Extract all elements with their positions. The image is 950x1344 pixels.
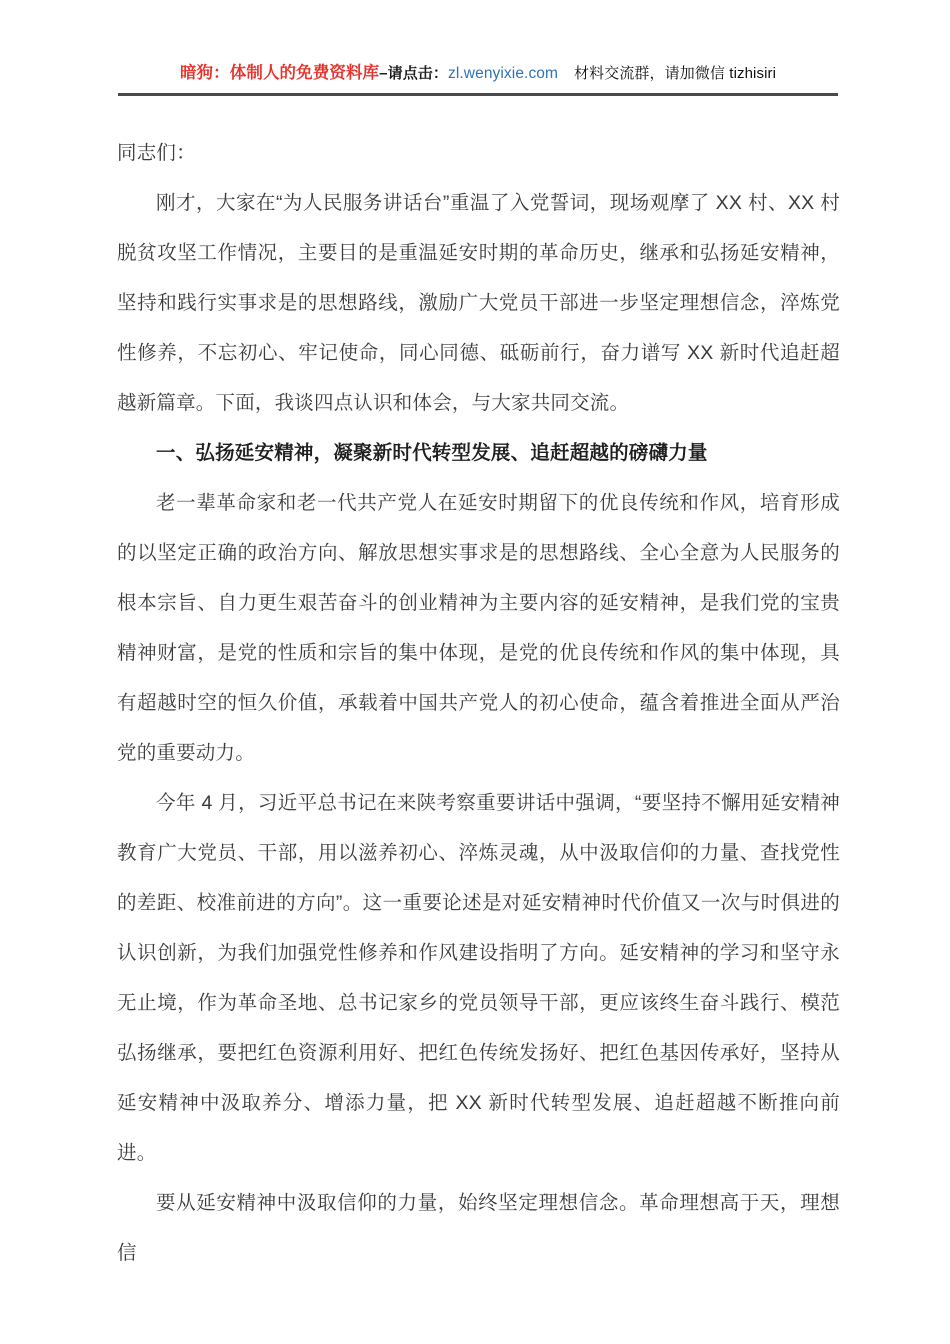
paragraph-faith-strength: 要从延安精神中汲取信仰的力量，始终坚定理想信念。革命理想高于天，理想信 bbox=[117, 1192, 840, 1264]
promo-banner-line bbox=[118, 62, 838, 85]
paragraph-yanan-spirit: 老一辈革命家和老一代共产党人在延安时期留下的优良传统和作风，培育形成的以坚定正确的政治方向、解放思想实事求是的思想路线、全心全意为人民服务的根本宗旨、自力更生艰苦奋斗的创业精神为主要内容的延安精神，是我们党的宝贵精神财富，是党的性质和宗旨的集中体现，是党的优良传统和作风的集中体现，具有超越时空的恒久价值，承载着中国共产党人的初心使命，蕴含着推进全面从严治党的重要动力。 bbox=[117, 492, 840, 764]
promo-banner bbox=[118, 62, 838, 85]
section-heading-1: 一、弘扬延安精神，凝聚新时代转型发展、追赶超越的磅礴力量 bbox=[156, 442, 708, 464]
header-divider bbox=[118, 93, 838, 96]
promo-click-label: –请点击： bbox=[379, 65, 448, 82]
document-body bbox=[117, 128, 840, 1278]
promo-site-name: 暗狗：体制人的免费资料库 bbox=[179, 64, 380, 82]
promo-wechat-note: 材料交流群，请加微信 tizhisiri bbox=[574, 65, 777, 82]
paragraph-april-speech: 今年 4 月，习近平总书记在来陕考察重要讲话中强调，“要坚持不懈用延安精神教育广大党员、干部，用以滋养初心、淬炼灵魂，从中汲取信仰的力量、查找党性的差距、校准前进的方向”。这一重要论述是对延安精神时代价值又一次与时俱进的认识创新，为我们加强党性修养和作风建设指明了方向。延安精神的学习和坚守永无止境，作为革命圣地、总书记家乡的党员领导干部，更应该终生奋斗践行、模范弘扬继承，要把红色资源利用好、把红色传统发扬好、把红色基因传承好，坚持从延安精神中汲取养分、增添力量，把 XX 新时代转型发展、追赶超越不断推向前进。 bbox=[117, 792, 840, 1164]
promo-site-link[interactable]: zl.wenyixie.com bbox=[448, 65, 559, 82]
salutation: 同志们： bbox=[117, 142, 196, 164]
paragraph-intro: 刚才，大家在“为人民服务讲话台”重温了入党誓词，现场观摩了 XX 村、XX 村脱贫攻坚工作情况，主要目的是重温延安时期的革命历史，继承和弘扬延安精神，坚持和践行实事求是的思想路线，激励广大党员干部进一步坚定理想信念，淬炼党性修养，不忘初心、牢记使命，同心同德、砥砺前行，奋力谱写 XX 新时代追赶超越新篇章。下面，我谈四点认识和体会，与大家共同交流。 bbox=[117, 192, 840, 414]
